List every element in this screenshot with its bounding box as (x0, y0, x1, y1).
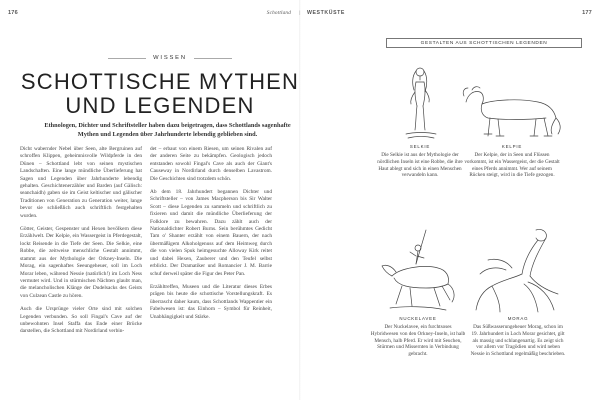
section-kicker: WISSEN (153, 55, 187, 61)
kicker-rule-right (194, 58, 232, 59)
body-column-2 (150, 146, 272, 327)
creature-label-nuckelavee: NUCKELAVEE (399, 316, 437, 321)
creature-caption-morag: Das Süßwasserungeheuer Morag, schon im 19. Jahrhundert in Loch Morar gesichtet, gilt als massig und schlangenartig. Es zeigt sich vor allem vor Tragödien und wird neben Nessie in Schottland regelmäßig beschrieben. (470, 324, 566, 358)
running-head-left: Schottland (266, 10, 291, 16)
page-number-left: 176 (8, 10, 18, 16)
selkie-figure-icon (398, 62, 442, 142)
body-column-1 (20, 146, 142, 342)
running-head-divider: | (299, 10, 301, 16)
nuckelavee-rider-icon (376, 226, 460, 314)
body-paragraph: Auch die Ursprünge vieler Orte sind mit solchen Legenden verbunden. So soll Fingal's Cave auf der unbewohnten Insel Staffa das Ende einer Brücke darstellen, die Schottland mit Nordirland verbin- (20, 306, 142, 335)
creature-label-kelpie: KELPIE (501, 144, 523, 149)
body-paragraph: det – erbaut von einem Riesen, um seinen Rivalen auf der anderen Seite zu bekämpfen. Geologisch jedoch entstanden sowohl Fingal's Cave als auch der Giant's Causeway in Nordirland durch denselben Lavastrom. Die Geschichten sind trotzdem schön. (150, 146, 272, 182)
page-number-right: 177 (582, 10, 592, 16)
body-paragraph: Götter, Geister, Gespenster und Hexen bevölkern diese Erzählwelt. Der Kelpie, ein Wassergeist in Pferdegestalt, lockt Reisende in die Tiefe der Seen. Die Selkie, eine Robbe, die zeitweise menschliche Gestalt annimmt, stammt aus der Mythologie der Orkney-Inseln. Die Morag, ein sagenhaftes Seeungeheuer, soll im Loch Morar leben, während Nessie (natürlich!) im Loch Ness vermutet wird. Und in stürmischen Nächten glaubt man, die melancholischen Klänge der Dudelsacks des Geists von Culzean Castle zu hören. (20, 226, 142, 299)
page-title (20, 70, 300, 118)
creature-label-morag: MORAG (507, 316, 529, 321)
creature-label-selkie: SELKIE (409, 144, 431, 149)
sidebar-heading-badge: GESTALTEN AUS SCHOTTISCHEN LEGENDEN (386, 38, 582, 48)
lead-paragraph: Ethnologen, Dichter und Schriftsteller haben dazu beigetragen, dass Schottlands sagenhafte Mythen und Legenden über Jahrhunderte lebendig geblieben sind. (44, 122, 291, 138)
body-paragraph: Erzähltreffen, Museen und die Literatur dieses Erbes prägen bis heute die schottische Vorstellungskraft. Es überrascht daher kaum, dass Schottlands Wappentier ein Fabelwesen ist: das Einhorn – Symbol für Reinheit, Unabhängigkeit und Stärke. (150, 283, 272, 320)
body-paragraph: Dicht wabernder Nebel über Seen, alte Bergruinen auf schroffen Klippen, geheimnisvolle Wildpferde in den Dünen – Schottland lebt von seinen mystischen Landschaften. Eine lange mündliche Überlieferung hat Sagen und Legenden über Jahrhunderte lebendig gehalten. Geschichtenerzähler und Barden (auf Gälisch: seanchaidh) gaben sie im Geist keltischer und gälischer Traditionen von Generation zu Generation weiter, lange bevor sie schließlich auch schriftlich festgehalten wurden. (20, 146, 142, 219)
body-paragraph: Ab dem 18. Jahrhundert begannen Dichter und Schriftsteller – von James Macpherson bis Sir Walter Scott – diese Legenden zu sammeln und schriftlich zu fixieren und damit die mündliche Überlieferung der Folklore zu bewahren. Dazu zählt auch der Nationaldichter Robert Burns. Sein berühmtes Gedicht Tam o' Shanter erzählt von einem Bauern, der nach übermäßigem Alkoholgenuss auf dem Heimweg durch die von vielen Spuk heimgesuchte Alloway Kirk reitet und dabei Hexen, Zauberer und den Teufel selbst erblickt. Der Dramatiker und Romancier J. M. Barrie schuf derweil später die Figur des Peter Pan. (150, 189, 272, 277)
creature-caption-selkie: Die Selkie ist aus der Mythologie der nördlichen Inseln ist eine Robbe, die ihre Haut ablegt und sich in einen Menschen verwandeln kann. (377, 152, 463, 179)
running-head-right: WESTKÜSTE (307, 10, 345, 16)
kelpie-horse-icon (458, 82, 566, 142)
title-line-2: UND LEGENDEN (65, 93, 255, 118)
morag-serpent-icon (466, 224, 568, 320)
title-line-1: SCHOTTISCHE MYTHEN (20, 69, 300, 94)
creature-caption-nuckelavee: Der Nuckelavee, ein furchtsoses Hybridwesen von den Orkney-Inseln, ist halb Mensch, halb Pferd. Er wird mit Seuchen, Stürmen und Missernten in Verbindung gebracht. (370, 324, 466, 358)
creature-caption-kelpie: Der Kelpie, der in Seen und Flüssen vorkommt, ist ein Wassergeist, der die Gestalt eines Pferds annimmt. Wer auf seinem Rücken steigt, wird in die Tiefe gezogen. (464, 152, 560, 179)
